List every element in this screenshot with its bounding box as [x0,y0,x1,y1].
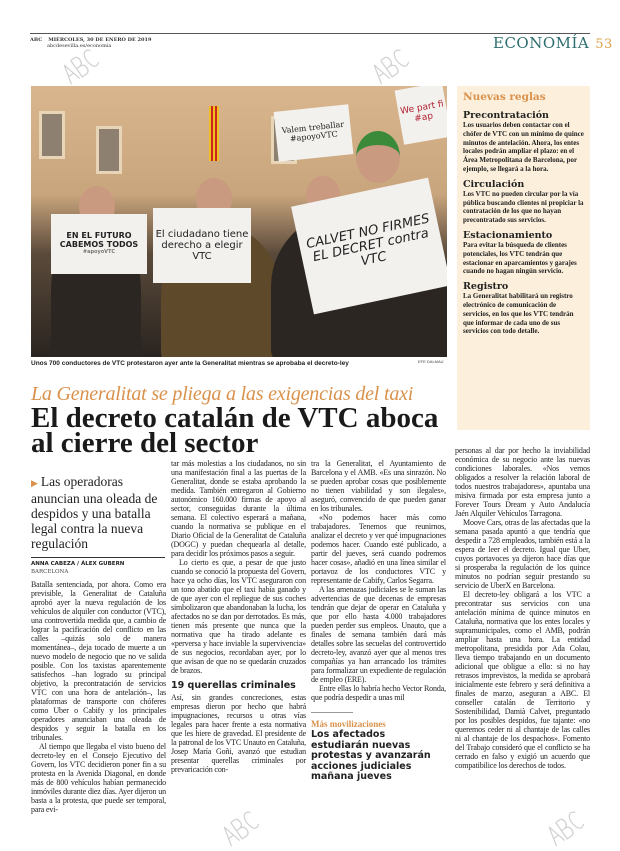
rule-text: La Generalitat habilitará un registro electrónico de comunicación de servicios, en los que los VTC tendrán que informar de cada uno de sus servicios con todo detalle. [463,292,574,336]
box-kicker: Más movilizaciones [311,719,386,729]
watermark-logo [215,803,265,851]
watermark-logo [540,803,590,851]
page-number: 53 [595,37,613,52]
paragraph: Así, sin grandes concreciones, estas empresas dieron por hecho que habrá impugnaciones, recursos u otras vías legales para hacer frente a esta normativa que les hiere de gravedad. El presidente de la patronal de los VTC Unauto en Cataluña, Josep María Goñi, avanzó que estudian presentar querellas criminales por prevaricación con- [171,693,306,774]
protest-sign: EN EL FUTURO CABEMOS TODOS #apoyoVTC [51,214,147,274]
window [96,126,122,174]
date: MIÉRCOLES, 30 DE ENERO DE 2019 [48,37,152,43]
rule-heading: Precontratación [463,110,549,121]
paragraph: Entre ellas lo habría hecho Vector Ronda, que podría despedir a unas mil [311,684,446,702]
paragraph: tar más molestias a los ciudadanos, no sin una manifestación final a las puertas de la Generalitat, donde se estaba aprobando la medida. También entregaron al Gobierno autonómico 160.000 firmas de apoyo al sector, conseguidas durante la última semana. El colectivo esperará a mañana, cuando la normativa se publique en el Diario Oficial de la Generalitat de Cataluña (DOGC) y puedan chequearla al detalle, para decidir los próximos pasos a seguir. [171,459,306,558]
article-headline: El decreto catalán de VTC aboca al cierre del sector [31,402,439,459]
protest-sign: CALVET NO FIRMES EL DECRET contra VTC [291,178,447,315]
window [39,111,65,159]
box-title: Los afectados estudiarán nuevas protestas y avanzarán acciones judiciales mañana jueves [311,729,431,782]
section-name: ECONOMÍA [493,34,590,52]
subheading: 19 querellas criminales [171,680,296,691]
page-header-info [30,37,157,49]
paragraph: Al tiempo que llegaba el visto bueno del decreto-ley en el Consejo Ejecutivo del Govern, los VTC decidieron poner fin a su protesta en la Avenida Diagonal, en donde más de 800 vehículos habían permanecido inmóviles durante diez días. Ayer dijeron un basta a la protesta, que puede ser temporal, para evi- [31,742,166,814]
subhead-text: Las operadoras anuncian una oleada de despidos y una batalla legal contra la nueva regulación [31,474,158,551]
paragraph: personas al dar por hecho la inviabilidad económica de su negocio ante las nuevas condiciones laborales. «Nos vemos obligados a resolver la relación laboral de todos nuestros trabajadores», apuntaba una misiva firmada por esta empresa junto a Forever Tours Dream y Auto Andalucía Jaén Alquiler Vehículos Tarragona. [455,446,590,518]
catalan-flag [209,106,219,161]
byline: ANNA CABEZA / ÁLEX GUBERN [31,561,125,567]
paragraph: Batalla sentenciada, por ahora. Como era previsible, la Generalitat de Cataluña aprobó ayer la nueva regulación de los vehículos de alquiler con conductor (VTC), una controvertida medida que, a cambio de lograr la pacificación del conflicto en las calles –quizás solo de manera momentánea–, deja tocado de muerte a un nuevo modelo de negocio que no ve salida posible. Con los taxistas aparentemente satisfechos –han logrado su principal objetivo, la precontratación de servicios VTC con una hora de antelación–, las plataformas de transporte con chóferes como Uber o Cabify y los principales operadores anunciaban una oleada de despidos y seguir la batalla en los tribunales. [31,580,166,742]
person-head [356,131,400,183]
protest-sign: Valem treballar #apoyoVTC [274,104,354,162]
protest-sign: We part fi #ap [395,86,447,145]
sidebar-nuevas-reglas [457,86,590,430]
article-column-1-body [31,580,166,814]
paragraph: A las amenazas judiciales se le suman las advertencias de que decenas de empresas tendrán que dejar de operar en Cataluña y que por ello hasta 4.000 trabajadores pueden perder sus empleos. Unauto, que a finales de semana también dará más detalles sobre las secuelas del controvertido decreto-ley, avanzó ayer que al menos tres compañías ya han arrancado los trámites para formalizar un expediente de regulación de empleo (ERE). [311,585,446,684]
rule-heading: Circulación [463,178,525,190]
article-kicker: La Generalitat se pliega a las exigencias del taxi [31,383,414,405]
protest-photo [31,86,447,357]
paper-name: ABC [30,37,43,43]
protest-sign: El ciudadano tiene derecho a elegir VTC [153,208,251,283]
article-column-3 [311,459,446,783]
paragraph: El decreto-ley obligará a los VTC a precontratar sus servicios con una antelación mínima de quince minutos en Cataluña, normativa que los entes locales y supramunicipales, como el AMB, podrán ampliar hasta una hora. La entidad metropolitana, presidida por Ada Colau, lleva tiempo trabajando en un documento adicional que obligue a ello: si no hay retrasos imprevistos, la medida se aprobará inicialmente este febrero y será definitiva a finales de marzo, aseguran a ABC. El conseller catalán de Territorio y Sostenibilidad, Damià Calvet, preguntado por los posibles despidos, fue tajante: «no queremos ceder ni al chantaje de las calles ni al chantaje de los despachos». Fomento del Trabajo consideró que el conflicto se ha cerrado en falso y exigió un acuerdo que compatibilice los derechos de todos. [455,590,590,770]
article-column-4 [455,446,590,770]
photo-caption: Unos 700 conductores de VTC protestaron ayer ante la Generalitat mientras se aprobaba el decreto-ley [31,360,349,367]
rule-text: Los usuarios deben contactar con el chófer de VTC con un mínimo de quince minutos de antelación. Ahora, los entes locales podrán ampliar el plazo: en el Área Metropolitana de Barcelona, por ejemplo, se llegará a la hora. [463,121,584,173]
paragraph: «No podemos hacer más como trabajadores. Tenemos que reunirnos, analizar el decreto y ver qué impugnaciones podemos hacer. Cuando esté publicado, a partir del jueves, será cuando podremos hacer cosas», añadió en una línea similar el portavoz de los conductores VTC y representante de Cabify, Carlos Segarra. [311,513,446,585]
bullet-triangle-icon: ▶ [31,478,38,488]
article-subhead [31,474,166,551]
box-rule [311,712,353,713]
rule-text: Los VTC no pueden circular por la vía pública buscando clientes ni propiciar la contratación de los que no hayan precontratado sus servicios. [463,189,584,225]
sidebar-title: Nuevas reglas [463,91,546,103]
article-column-1 [31,474,166,814]
dateline-place: BARCELONA [31,569,69,575]
rule-heading: Estacionamiento [463,229,553,241]
section-title [493,34,613,52]
section-url: abcdesevilla.es/economia [47,43,112,49]
byline-rule [31,557,165,558]
paragraph: tra la Generalitat, el Ayuntamiento de Barcelona y el AMB. «Es una sinrazón. No se pueden aprobar cosas que posiblemente no tienen viabilidad y son ilegales», aseguró, convencido de que pueden ganar en los tribunales. [311,459,446,513]
rule-heading: Registro [463,281,509,293]
paragraph: Lo cierto es que, a pesar de que justo cuando se conoció la propuesta del Govern, hace ya ocho días, los VTC aseguraron con un tono abatido que el taxi había ganado y de que ayer con el repliegue de sus coches simbolizaron que abandonaban la lucha, los afectados no se dan por derrotados. Es más, tienen más presente que nunca que la normativa que ha tirado adelante es «perversa y hace inviable la supervivencia» de sus negocios, recordaban ayer, por lo que avisan de que no se quedarán cruzados de brazos. [171,558,306,675]
photo-credit: EFE DALMAU [418,359,444,364]
related-box [311,712,443,783]
watermark-logo [365,41,415,89]
article-column-2 [171,459,306,774]
paragraph: Moove Cars, otras de las afectadas que la semana pasada apuntó a que tendría que despedir a 728 empleados, también está a la espera de leer el decreto. Igual que Uber, cuyos portavoces ya dijeron hace días que si prosperaba la regulación de los quince minutos no podrían seguir prestando su servicio de UberX en Barcelona. [455,518,590,590]
rule-text: Para evitar la búsqueda de clientes potenciales, los VTC tendrán que estacionar en aparcamientos y garajes cuando no hagan ningún servicio. [463,240,577,276]
